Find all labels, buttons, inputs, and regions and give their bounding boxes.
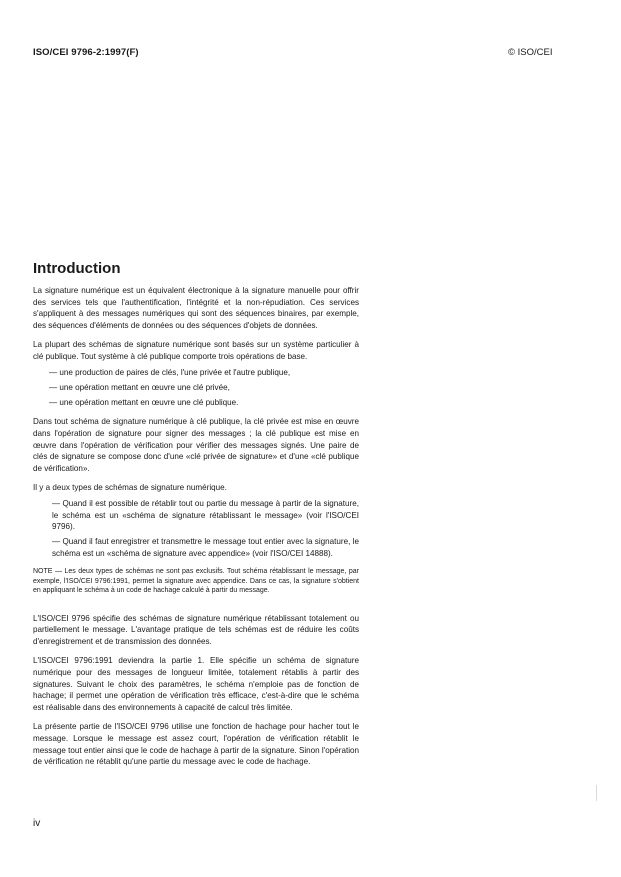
scan-mark: [596, 785, 597, 801]
list-item: — une opération mettant en œuvre une clé publique.: [49, 397, 239, 407]
section-body: [33, 285, 359, 776]
paragraph: Il y a deux types de schémas de signature numérique.: [33, 483, 227, 493]
paragraph: Dans tout schéma de signature numérique à clé publique, la clé privée est mise en œuvre dans l'opération de signature pour signer des messages ; la clé publique est mise en œuvre dans l'opération de vérification pour vérifier des messages signés. Une paire de clés de signature se compose donc d'une «clé privée de signature» et d'une «clé publique de vérification».: [33, 417, 359, 473]
basic-operations-list: [33, 367, 359, 409]
paragraph: La présente partie de l'ISO/CEI 9796 utilise une fonction de hachage pour hacher tout le message. Lorsque le message est assez court, l'opération de vérification rétablit le message tout entier ainsi que le code de hachage à partir de la signature. Sinon l'opération de vérification ne rétablit qu'une partie du message avec le code de hachage.: [33, 722, 359, 767]
list-item: — Quand il faut enregistrer et transmettre le message tout entier avec la signature, le schéma est un «schéma de signature avec appendice» (voir l'ISO/CEI 14888).: [52, 537, 359, 558]
paragraph: La plupart des schémas de signature numérique sont basés sur un système particulier à clé publique. Tout système à clé publique comporte trois opérations de base.: [33, 340, 359, 361]
paragraph: L'ISO/CEI 9796:1991 deviendra la partie 1. Elle spécifie un schéma de signature numérique pour des messages de longueur limitée, totalement rétablis à partir des signatures. Suivant le choix des paramètres, le schéma n'emploie pas de fonction de hachage; il permet une opération de vérification très efficace, c'est-à-dire que le schéma est réalisable dans des environnements à capacité de calcul très limitée.: [33, 656, 359, 712]
list-item: — une opération mettant en œuvre une clé privée,: [49, 382, 230, 392]
page-number: iv: [33, 818, 41, 829]
document-id: ISO/CEI 9796-2:1997(F): [33, 47, 139, 58]
note: NOTE — Les deux types de schémas ne sont pas exclusifs. Tout schéma rétablissant le message, par exemple, l'ISO/CEI 9796:1991, permet la signature avec appendice. Dans ce cas, la signature s'obtient en appliquant le schéma à un code de hachage calculé à partir du message.: [33, 568, 359, 595]
scheme-types-list: [33, 498, 359, 559]
copyright-notice: © ISO/CEI: [508, 47, 553, 58]
section-title: Introduction: [33, 260, 121, 277]
paragraph: L'ISO/CEI 9796 spécifie des schémas de signature numérique rétablissant totalement ou partiellement le message. L'avantage pratique de tels schémas est de réduire les coûts d'enregistrement et de transmission des données.: [33, 613, 359, 646]
paragraph: La signature numérique est un équivalent électronique à la signature manuelle pour offrir des services tels que l'authentification, l'intégrité et la non-répudiation. Ces services s'appliquent à des messages numériques qui sont des séquences binaires, par exemple, des séquences d'éléments de données ou des séquences d'objets de données.: [33, 286, 359, 330]
list-item: — une production de paires de clés, l'une privée et l'autre publique,: [49, 367, 291, 377]
list-item: — Quand il est possible de rétablir tout ou partie du message à partir de la signature, le schéma est un «schéma de signature rétablissant le message» (voir l'ISO/CEI 9796).: [52, 498, 359, 532]
